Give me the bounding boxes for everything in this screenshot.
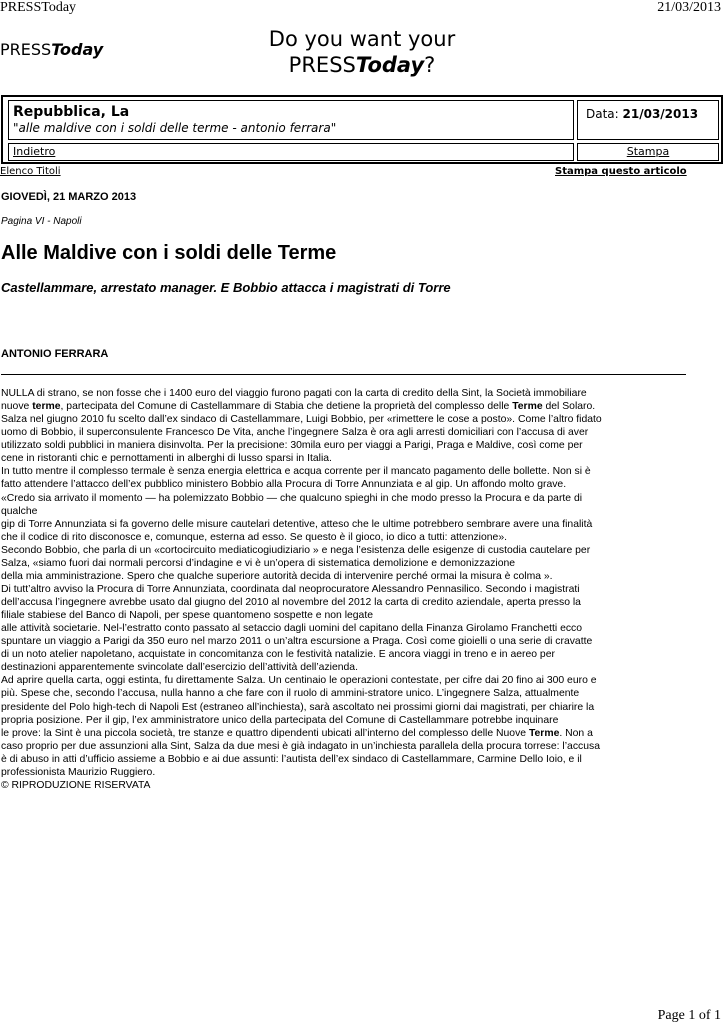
print-link[interactable]: Stampa xyxy=(626,145,670,158)
back-link[interactable]: Indietro xyxy=(13,145,56,158)
article-author: ANTONIO FERRARA xyxy=(1,348,109,360)
date-value: 21/03/2013 xyxy=(622,107,699,121)
source-subtitle: "alle maldive con i soldi delle terme - antonio ferrara" xyxy=(13,121,337,135)
article-body xyxy=(1,387,719,792)
body-line: cene in ristoranti chic e pernottamenti in alberghi di lusso sparsi in Italia. xyxy=(1,453,332,465)
copyright: © RIPRODUZIONE RISERVATA xyxy=(1,779,151,791)
page-number: Page 1 of 1 xyxy=(657,1008,721,1023)
promo-line-1: Do you want your xyxy=(268,27,456,51)
body-line: Salza, «siamo fuori dai normali percorsi d’indagine e vi è un’opera di sistematica demolizione e demonizzazione xyxy=(1,557,516,569)
logo-today: Today xyxy=(51,40,104,59)
body-line: caso proprio per due assunzioni alla Sint, Salza da due mesi è già indagato in un’inchiesta parallela della procura torrese: l’accusa xyxy=(1,740,600,752)
body-line: Di tutt’altro avviso la Procura di Torre Annunziata, coordinata dal neoprocuratore Alessandro Pennasilico. Secondo i magistrati xyxy=(1,583,580,595)
body-line: nuove terme, partecipata del Comune di Castellammare di Stabia che detiene la proprietà del complesso delle Terme del Solaro. xyxy=(1,401,596,413)
body-line: destinazioni apparentemente svincolate dall’esercizio dell’attività dell’azienda. xyxy=(1,662,358,674)
source-name: Repubblica, La xyxy=(13,104,130,120)
title-list-link[interactable]: Elenco Titoli xyxy=(0,166,61,177)
body-line: utilizzato soldi pubblici in maniera disinvolta. Per la precisione: 30mila euro per viaggi a Parigi, Praga e Maldive, così come per xyxy=(1,440,583,452)
source-title-cell xyxy=(8,100,574,140)
body-line: è di abuso in atti d’ufficio assieme a Bobbio e ai due assunti: l’autista dell’ex sindaco di Castellammare, Carmine Dello Ioio, e il xyxy=(1,753,582,765)
promo-banner[interactable] xyxy=(222,26,502,78)
print-header-left: PRESSToday xyxy=(0,0,77,15)
body-line: «Credo sia arrivato il momento — ha polemizzato Bobbio — che qualcuno spieghi in che modo presso la Procura e da parte di xyxy=(1,492,583,504)
article-date: GIOVEDÌ, 21 MARZO 2013 xyxy=(1,191,137,203)
body-line: Ad aprire quella carta, oggi estinta, fu direttamente Salza. Un centinaio le operazioni contestate, per cifre dai 20 fino ai 300 euro e xyxy=(1,675,597,687)
back-cell xyxy=(8,143,574,161)
date-label: Data: xyxy=(586,107,623,121)
body-line: NULLA di strano, se non fosse che i 1400 euro del viaggio furono pagati con la carta di credito della Sint, la Società immobiliare xyxy=(1,388,587,399)
body-line: della mia amministrazione. Spero che qualche superiore autorità decida di intervenire perché ormai la misura è colma ». xyxy=(1,570,553,582)
article-subtitle: Castellammare, arrestato manager. E Bobbio attacca i magistrati di Torre xyxy=(1,280,451,295)
body-line: propria posizione. Per il gip, l’ex amministratore unico della partecipata del Comune di Castellammare potrebbe inquinare xyxy=(1,714,559,726)
body-line: gip di Torre Annunziata si fa governo delle misure cautelari detentive, atteso che le ultime potrebbero sembrare avere una finalità xyxy=(1,518,593,530)
body-line: spuntare un viaggio a Parigi da 350 euro nel marzo 2011 o un’altra escursione a Praga. Così come gioielli o una serie di cravatte xyxy=(1,636,593,648)
body-line: che il codice di rito disconosce e, comunque, esterna ad esso. Se questo è il gioco, io dico a tutti: attenzione». xyxy=(1,531,507,543)
divider xyxy=(1,374,686,375)
body-line: Secondo Bobbio, che parla di un «cortocircuito mediaticogiudiziario » e nega l’esistenza delle esigenze di custodia cautelare per xyxy=(1,544,591,556)
body-line: le prove: la Sint è una piccola società, tre stanze e quattro dipendenti ubicati all’interno del complesso delle Nuove Terme. Non a xyxy=(1,727,593,739)
source-info-box xyxy=(1,95,723,164)
print-header-date: 21/03/2013 xyxy=(657,0,721,15)
print-cell xyxy=(577,143,719,161)
body-line: professionista Maurizio Ruggiero. xyxy=(1,766,156,778)
body-line: presidente del Polo high-tech di Napoli Est (estraneo all’inchiesta), sarà ascoltato nei prossimi giorni dai magistrati, per chiarire la xyxy=(1,701,595,713)
source-date-cell xyxy=(577,100,719,140)
promo-line-2: PRESSToday? xyxy=(288,53,436,77)
article-title: Alle Maldive con i soldi delle Terme xyxy=(1,242,337,264)
body-line: di un noto atelier napoletano, acquistate in concomitanza con le festività natalizie. E ancora viaggi in treno e in aereo per xyxy=(1,649,555,661)
body-line: dell’accusa l’ingegnere avrebbe usato dal giugno del 2010 al novembre del 2012 la carta di credito aziendale, aperta presso la xyxy=(1,597,581,608)
body-line: più. Spese che, secondo l’accusa, nulla hanno a che fare con il ruolo di ammini-stratore unico. L’ingegnere Salza, attualmente xyxy=(1,688,580,700)
body-line: alle attività societarie. Nel-l’estratto conto passato al setaccio dagli uomini del capitano della Finanza Girolamo Franchetti ecco xyxy=(1,623,583,635)
body-line: qualche xyxy=(1,505,38,517)
body-line: filiale stabiese del Banco di Napoli, per spese quantomeno sospette e non legate xyxy=(1,610,374,622)
presstoday-logo xyxy=(0,40,103,60)
article-page: Pagina VI - Napoli xyxy=(1,216,82,227)
body-line: Salza nel giugno 2010 fu scelto dall’ex sindaco di Castellammare, Luigi Bobbio, per «rimettere le cose a posto». Come l’altro fidato xyxy=(1,414,602,426)
print-article-link[interactable]: Stampa questo articolo xyxy=(555,166,687,177)
body-line: uomo di Bobbio, il superconsulente Francesco De Vita, anche l’ingegnere Salza è ora agli arresti domiciliari con l’accusa di aver xyxy=(1,427,589,439)
body-line: fatto attendere l’attacco dell’ex pubblico ministero Bobbio alla Procura di Torre Annunziata e al gip. Un affondo molto grave. xyxy=(1,479,567,491)
logo-press: PRESS xyxy=(0,40,52,59)
body-line: In tutto mentre il complesso termale è senza energia elettrica e acqua corrente per il mancato pagamento delle bollette. Non si è xyxy=(1,466,591,478)
